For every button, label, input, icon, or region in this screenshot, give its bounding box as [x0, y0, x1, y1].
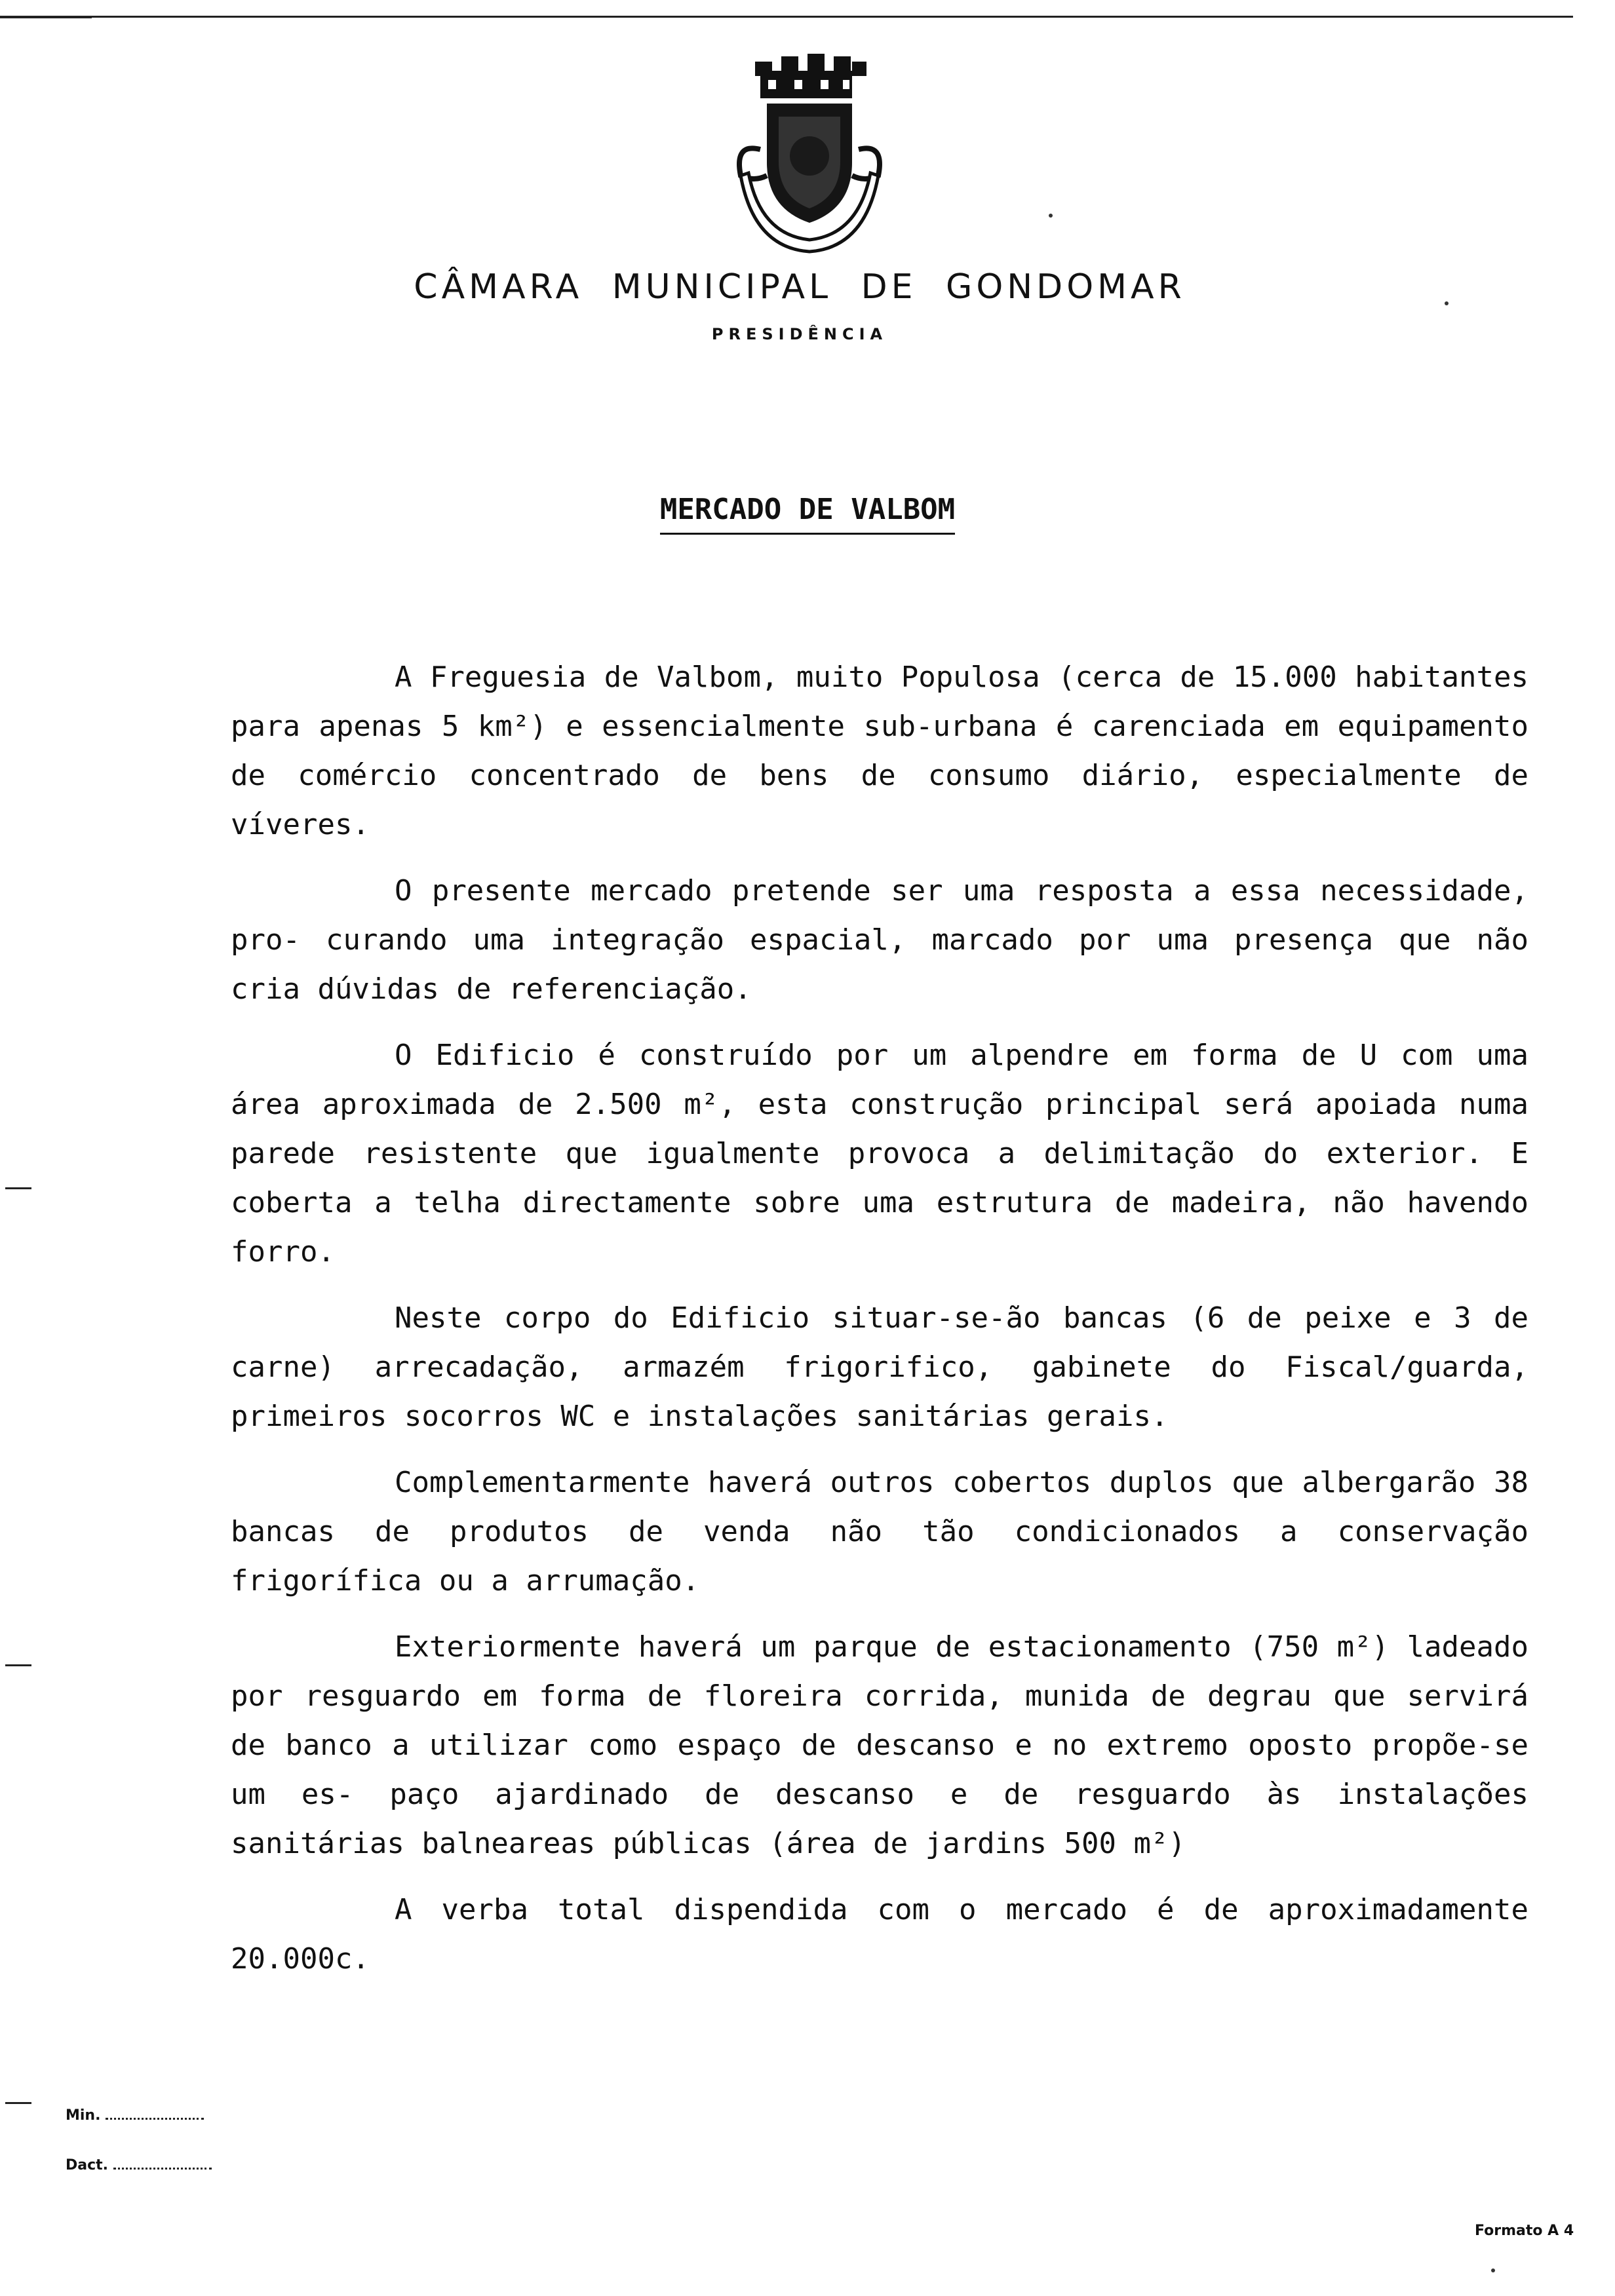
dact-blank [113, 2168, 212, 2170]
dact-label: Dact. [66, 2157, 109, 2173]
document-title-text: MERCADO DE VALBOM [660, 493, 955, 535]
department-name: PRESIDÊNCIA [711, 325, 888, 343]
paragraph: Neste corpo do Edificio situar-se-ão bancas (6 de peixe e 3 de carne) arrecadação, armazém frigorifico, gabinete do Fiscal/guarda, primeiros socorros WC e instalações sanitárias gerais. [231, 1301, 1528, 1433]
organization-name: CÂMARA MUNICIPAL DE GONDOMAR [414, 267, 1186, 307]
min-field [66, 2107, 204, 2124]
dact-field [66, 2157, 212, 2173]
scan-speck [1049, 214, 1053, 218]
top-rule-accent [0, 16, 92, 18]
document-title [0, 493, 1615, 526]
margin-mark [5, 1664, 31, 1666]
min-blank [106, 2118, 204, 2120]
scan-speck [1491, 2268, 1495, 2272]
margin-mark [5, 1187, 31, 1189]
margin-mark [5, 2102, 31, 2104]
paragraph: A Freguesia de Valbom, muito Populosa (cerca de 15.000 habitantes para apenas 5 km²) e essencialmente sub-urbana é carenciada em equipamento de comércio concentrado de bens de consumo diário, especialmente de víveres. [231, 660, 1528, 841]
min-label: Min. [66, 2107, 101, 2124]
paper-format-label: Formato A 4 [1475, 2223, 1574, 2239]
paragraph: Complementarmente haverá outros cobertos duplos que albergarão 38 bancas de produtos de venda não tão condicionados a conservação frigorífica ou a arrumação. [231, 1466, 1528, 1598]
paragraph: O presente mercado pretende ser uma resposta a essa necessidade, pro- curando uma integração espacial, marcado por uma presença que não cria dúvidas de referenciação. [231, 874, 1528, 1006]
paragraph: Exteriormente haverá um parque de estacionamento (750 m²) ladeado por resguardo em forma de floreira corrida, munida de degrau que servirá de banco a utilizar como espaço de descanso e no extremo oposto propõe-se um es- paço ajardinado de descanso e de resguardo às instalações sanitárias balneareas públicas (área de jardins 500 m²) [231, 1630, 1528, 1860]
scan-speck [1445, 301, 1449, 305]
coat-of-arms-logo [695, 51, 918, 267]
paragraph: A verba total dispendida com o mercado é de aproximadamente 20.000c. [231, 1893, 1528, 1976]
paragraph: O Edificio é construído por um alpendre em forma de U com uma área aproximada de 2.500 m², esta construção principal será apoiada numa parede resistente que igualmente provoca a delimitação do exterior. E coberta a telha directamente sobre uma estrutura de madeira, não havendo forro. [231, 1039, 1528, 1269]
top-rule [0, 16, 1573, 18]
document-body [231, 653, 1528, 2000]
